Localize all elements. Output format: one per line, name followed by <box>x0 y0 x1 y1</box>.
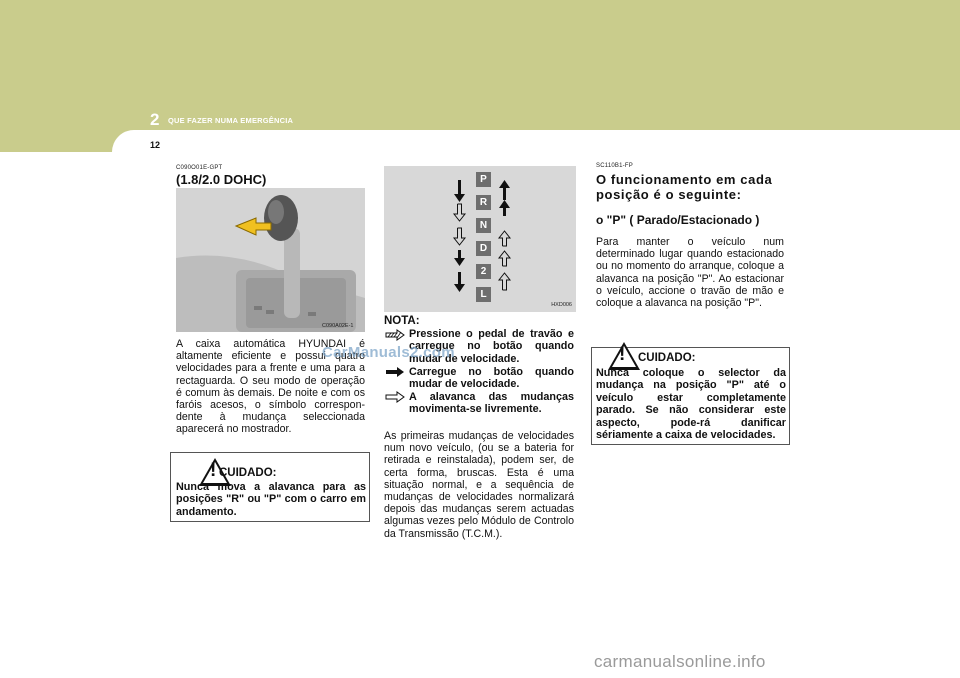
chapter-number: 2 <box>150 110 160 129</box>
outline-up-arrow-icon <box>499 231 510 246</box>
solid-arrow-icon <box>385 366 405 378</box>
note-item: A alavanca das mudanças movimenta-se livremente. <box>409 391 574 416</box>
solid-down-arrow-icon <box>454 272 465 292</box>
caution-box-park <box>591 344 790 445</box>
gear-label: N <box>476 218 491 233</box>
footer-watermark: carmanualsonline.info <box>594 652 766 671</box>
tcm-paragraph: As primeiras mudanças de velocidades num novo veículo, (ou se a bateria for retirada e reinstalada), podem ser, de certa forma, bruscas. Esta é uma situação normal, e a sequência de mudanças de velocidades normalizará depois das mudanças serem actuadas algumas vezes pelo Módulo de Controlo da Transmissão (T.C.M.). <box>384 430 574 540</box>
caution-box-lever <box>170 452 370 522</box>
exclamation-icon: ! <box>210 460 217 481</box>
outline-arrow-icon <box>385 391 405 403</box>
note-title: NOTA: <box>384 315 420 327</box>
section-code: C090O01E-GPT <box>176 165 223 171</box>
note-item: Carregue no botão quando mudar de velocidade. <box>409 366 574 391</box>
gear-lever-illustration <box>176 188 365 332</box>
solid-up-arrow-icon <box>499 200 510 216</box>
page-number: 12 <box>150 140 161 150</box>
gear-lever-photo <box>176 188 365 332</box>
solid-up-arrow-icon <box>499 180 510 200</box>
site-watermark: CarManuals2.com <box>322 344 455 361</box>
caution-title: CUIDADO: <box>638 352 696 364</box>
park-paragraph: Para manter o veículo num determinado lugar quando estacionado ou no momento do arranque, coloque a alavanca na posição "P". Ao estacionar o veículo, accione o travão de mão e coloque a alavanca na posição "P". <box>596 236 784 310</box>
header-band <box>0 0 960 130</box>
outline-down-arrow-icon <box>454 228 465 245</box>
exclamation-icon: ! <box>619 344 626 365</box>
gear-label: R <box>476 195 491 210</box>
section-heading: O funcionamento em cada posição é o seguinte: <box>596 172 773 202</box>
solid-down-arrow-icon <box>454 250 465 266</box>
photo-code: C090A02E-1 <box>322 323 354 329</box>
caution-text: Nunca mova a alavanca para as posições "R" ou "P" com o carro em andamento. <box>176 481 366 518</box>
outline-up-arrow-icon <box>499 251 510 266</box>
gear-label: P <box>476 172 491 187</box>
shift-pattern-diagram <box>384 166 576 312</box>
caution-text: Nunca coloque o selector da mudança na posição "P" até o veículo estar completamente parado. Se não considerar este aspecto, pode-rá danificar sériamente a caixa de velocidades. <box>596 367 786 442</box>
chapter-title: QUE FAZER NUMA EMERGÊNCIA <box>168 116 294 125</box>
outline-up-arrow-icon <box>499 273 510 290</box>
diagram-code: HXD006 <box>551 302 572 308</box>
gear-label: D <box>476 241 491 256</box>
section-code: SC110B1-FP <box>596 163 633 169</box>
gear-label: 2 <box>476 264 491 279</box>
solid-down-arrow-icon <box>454 180 465 202</box>
hatched-arrow-icon <box>385 329 405 341</box>
section-heading: (1.8/2.0 DOHC) <box>176 172 267 187</box>
gear-label: L <box>476 287 491 302</box>
shift-arrows <box>384 166 576 312</box>
note-item: Pressione o pedal de travão e carregue no botão quando mudar de velocidade. <box>409 328 574 365</box>
intro-paragraph: A caixa automática HYUNDAI é altamente eficiente e possui quatro velocidades para a frente e uma para a rectaguarda. O seu modo de operação é comum às demais. De noite e com os faróis acesos, o símbolo correspon-dente à mudança seleccionada aparecerá no mostrador. <box>176 338 365 436</box>
outline-down-arrow-icon <box>454 204 465 221</box>
park-subheading: o "P" ( Parado/Estacionado ) <box>596 213 760 227</box>
caution-title: CUIDADO: <box>219 467 277 479</box>
